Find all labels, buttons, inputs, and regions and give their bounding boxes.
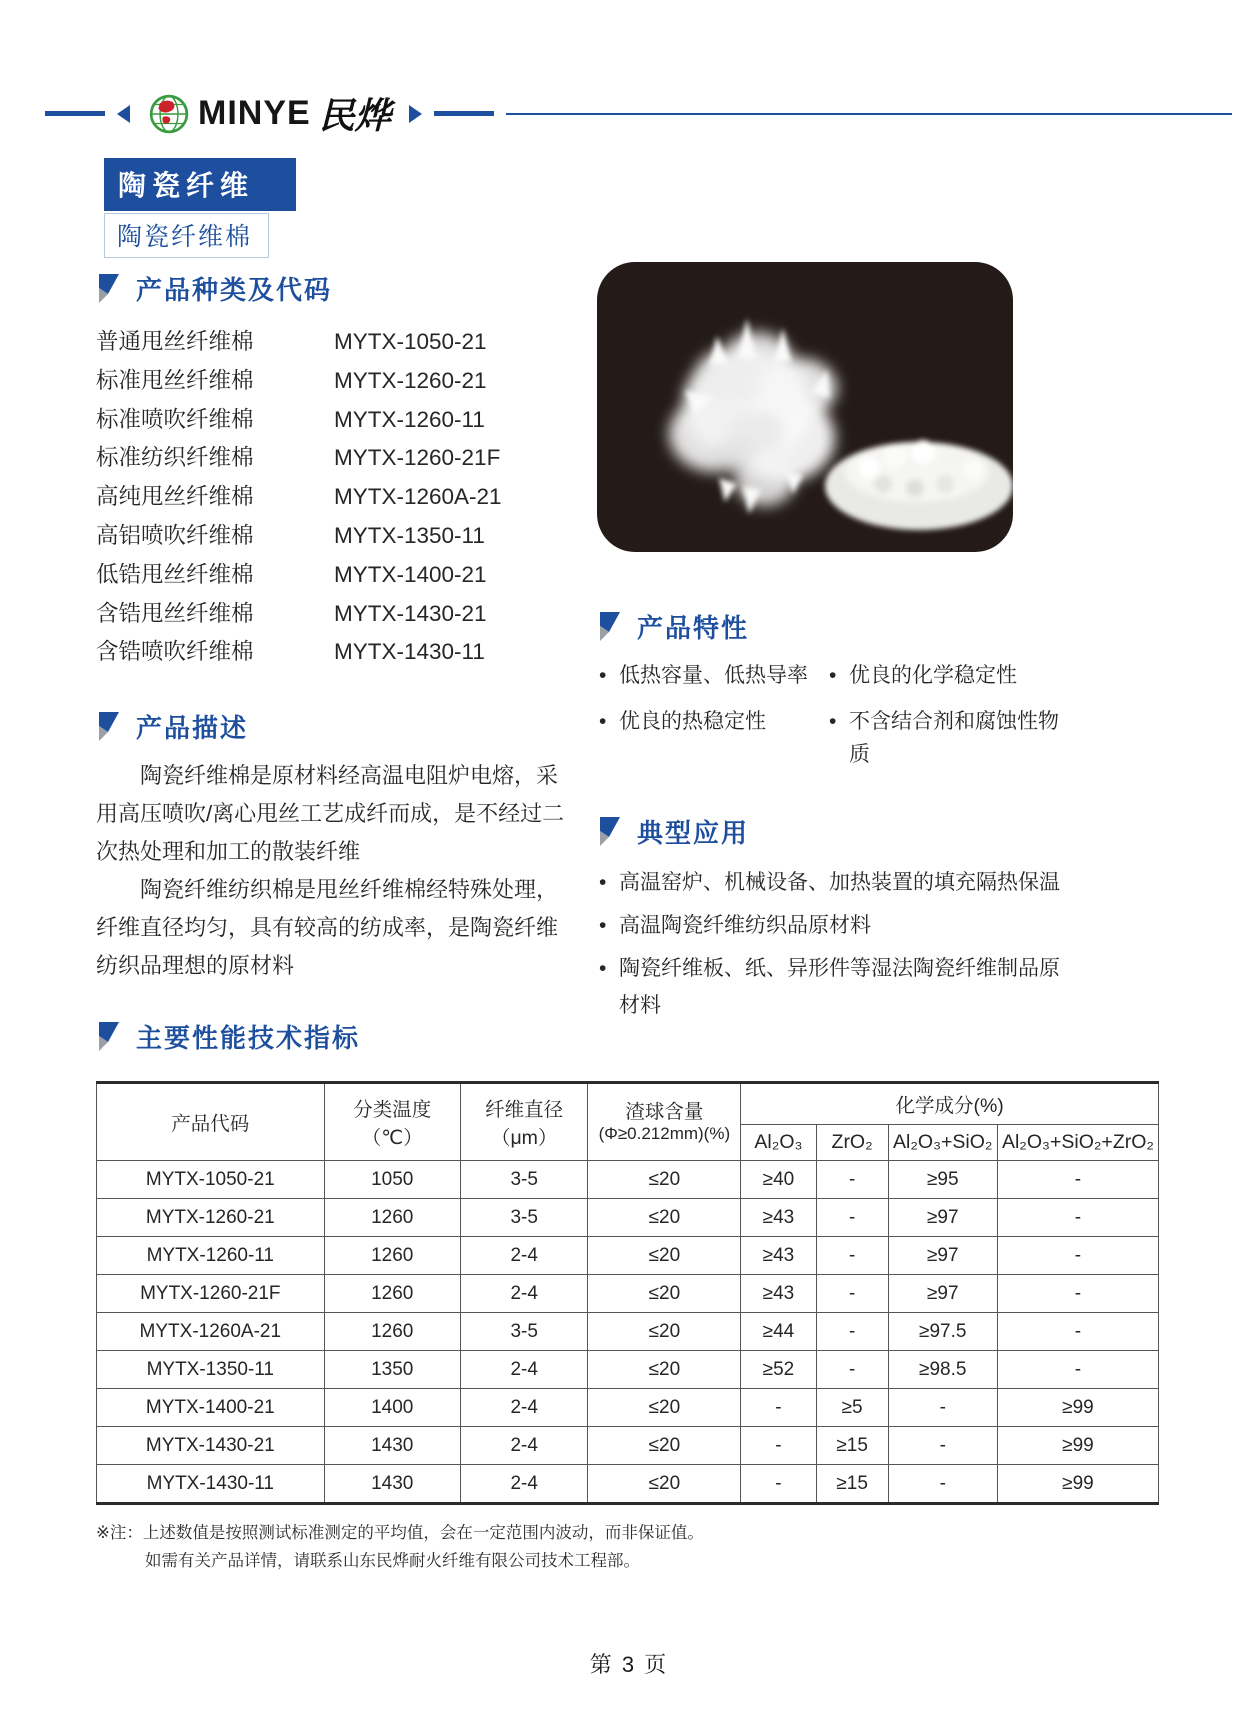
right-column	[597, 262, 1067, 1024]
description-section-head	[96, 708, 570, 745]
spec-cell: ≥97	[888, 1275, 997, 1313]
feature-item: • 优良的热稳定性	[597, 705, 827, 771]
chem-subcol: Al₂O₃	[741, 1125, 816, 1161]
spec-cell: 1430	[324, 1427, 460, 1465]
product-row	[96, 401, 570, 440]
product-name: 标准喷吹纤维棉	[96, 406, 254, 432]
feature-item: • 优良的化学稳定性	[827, 659, 1067, 692]
spec-cell: 2-4	[460, 1465, 588, 1504]
col-shot-line2: (Φ≥0.212mm)(%)	[598, 1124, 731, 1143]
chem-subcol: Al₂O₃+SiO₂	[888, 1125, 997, 1161]
spec-cell: 2-4	[460, 1427, 588, 1465]
product-code: MYTX-1430-21	[334, 600, 487, 626]
specs-section-title: 主要性能技术指标	[136, 1023, 361, 1053]
spec-cell: -	[997, 1351, 1158, 1389]
description-section	[96, 708, 570, 985]
brand-name-en: MINYE	[198, 94, 311, 132]
section-flag-icon	[96, 274, 120, 304]
specs-section	[96, 1018, 1159, 1575]
spec-cell: ≥43	[741, 1275, 816, 1313]
product-code: MYTX-1050-21	[334, 329, 487, 354]
col-shot-line1: 渣球含量	[625, 1101, 704, 1123]
chem-subcol: Al₂O₃+SiO₂+ZrO₂	[997, 1125, 1158, 1161]
spec-row	[97, 1389, 1159, 1427]
company-logo	[148, 88, 391, 139]
feature-item: • 低热容量、低热导率	[597, 659, 827, 692]
feature-item: • 不含结合剂和腐蚀性物质	[827, 705, 1067, 771]
spec-cell: MYTX-1350-11	[97, 1351, 325, 1389]
product-code: MYTX-1350-11	[334, 522, 485, 548]
spec-row	[97, 1199, 1159, 1237]
spec-cell: ≥99	[997, 1427, 1158, 1465]
spec-cell: ≥43	[741, 1199, 816, 1237]
product-name: 高铝喷吹纤维棉	[96, 522, 254, 548]
spec-cell: ≥15	[816, 1427, 888, 1465]
spec-cell: -	[888, 1389, 997, 1427]
spec-cell: ≥5	[816, 1389, 888, 1427]
header-rule-long	[506, 113, 1232, 115]
spec-cell: ≥52	[741, 1351, 816, 1389]
spec-cell: MYTX-1260-21	[97, 1199, 325, 1237]
spec-cell: ≥95	[888, 1161, 997, 1199]
spec-cell: MYTX-1050-21	[97, 1161, 325, 1199]
product-name: 含锆甩丝纤维棉	[96, 600, 254, 626]
spec-row	[97, 1237, 1159, 1275]
spec-cell: ≥97	[888, 1199, 997, 1237]
spec-cell: -	[816, 1275, 888, 1313]
spec-cell: 2-4	[460, 1237, 588, 1275]
spec-cell: -	[816, 1199, 888, 1237]
page-header	[45, 88, 1232, 139]
specs-table-body	[97, 1161, 1159, 1504]
page-title: 陶瓷纤维	[104, 158, 296, 211]
specs-table	[96, 1081, 1159, 1505]
spec-cell: 3-5	[460, 1199, 588, 1237]
application-item: • 高温窑炉、机械设备、加热装置的填充隔热保温	[597, 864, 1071, 901]
spec-cell: ≤20	[588, 1351, 741, 1389]
arrow-left-icon	[117, 105, 130, 123]
header-rule-left	[45, 111, 105, 116]
spec-cell: -	[816, 1161, 888, 1199]
spec-cell: 1260	[324, 1313, 460, 1351]
applications-section	[597, 813, 1067, 1024]
footnote-line1: ※注：上述数值是按照测试标准测定的平均值，会在一定范围内波动，而非保证值。	[96, 1524, 704, 1542]
spec-cell: ≤20	[588, 1199, 741, 1237]
specs-section-head	[96, 1018, 1159, 1055]
spec-cell: 1430	[324, 1465, 460, 1504]
applications-section-title: 典型应用	[637, 818, 750, 848]
spec-cell: ≥40	[741, 1161, 816, 1199]
spec-cell: ≥99	[997, 1389, 1158, 1427]
product-row	[96, 478, 570, 517]
description-section-title: 产品描述	[136, 713, 249, 744]
page-number: 第 3 页	[589, 1652, 669, 1677]
spec-cell: MYTX-1430-11	[97, 1465, 325, 1504]
spec-cell: MYTX-1430-21	[97, 1427, 325, 1465]
product-code: MYTX-1260A-21	[334, 484, 502, 510]
product-row	[96, 517, 570, 556]
spec-cell: -	[997, 1161, 1158, 1199]
col-chem-group: 化学成分(%)	[741, 1083, 1159, 1125]
col-shot-content	[588, 1083, 741, 1161]
products-section-head	[96, 270, 570, 307]
section-flag-icon	[96, 1022, 120, 1052]
product-code: MYTX-1260-21F	[334, 445, 501, 471]
spec-cell: MYTX-1260-11	[97, 1237, 325, 1275]
product-row	[96, 633, 570, 672]
spec-cell: 1400	[324, 1389, 460, 1427]
spec-cell: 2-4	[460, 1351, 588, 1389]
spec-cell: 2-4	[460, 1389, 588, 1427]
spec-cell: -	[997, 1275, 1158, 1313]
spec-cell: -	[997, 1199, 1158, 1237]
fiber-wool-photo	[597, 262, 1013, 552]
col-temp: 分类温度（℃）	[324, 1083, 460, 1161]
spec-cell: ≤20	[588, 1237, 741, 1275]
spec-cell: -	[816, 1351, 888, 1389]
section-flag-icon	[96, 712, 120, 742]
col-diameter: 纤维直径（μm）	[460, 1083, 588, 1161]
description-paragraph: 陶瓷纤维纺织棉是甩丝纤维棉经特殊处理，纤维直径均匀，具有较高的纺成率，是陶瓷纤维纺织品理想的原材料	[96, 877, 559, 979]
spec-cell: 1260	[324, 1199, 460, 1237]
brand-name-cn: 民烨	[318, 95, 391, 137]
product-name: 普通甩丝纤维棉	[96, 329, 254, 354]
spec-cell: -	[816, 1237, 888, 1275]
product-code: MYTX-1400-21	[334, 561, 487, 587]
section-flag-icon	[597, 612, 621, 642]
spec-cell: ≤20	[588, 1427, 741, 1465]
spec-cell: -	[816, 1313, 888, 1351]
chem-subcol: ZrO₂	[816, 1125, 888, 1161]
application-item: • 陶瓷纤维板、纸、异形件等湿法陶瓷纤维制品原材料	[597, 950, 1071, 1024]
product-code: MYTX-1430-11	[334, 639, 485, 665]
left-column	[96, 270, 570, 985]
description-body	[96, 757, 570, 985]
spec-cell: -	[741, 1427, 816, 1465]
product-row	[96, 323, 570, 362]
features-section-head	[597, 608, 1067, 645]
applications-list	[597, 864, 1067, 1024]
title-block	[104, 158, 296, 258]
spec-cell: MYTX-1400-21	[97, 1389, 325, 1427]
spec-cell: ≥99	[997, 1465, 1158, 1504]
spec-cell: ≤20	[588, 1465, 741, 1504]
spec-cell: ≥98.5	[888, 1351, 997, 1389]
product-code: MYTX-1260-21	[334, 367, 487, 393]
product-name: 含锆喷吹纤维棉	[96, 639, 254, 665]
header-rule-mid	[434, 111, 494, 116]
spec-cell: ≤20	[588, 1313, 741, 1351]
spec-cell: ≤20	[588, 1389, 741, 1427]
spec-cell: -	[741, 1465, 816, 1504]
spec-cell: -	[997, 1237, 1158, 1275]
spec-cell: ≤20	[588, 1275, 741, 1313]
globe-icon	[148, 93, 190, 135]
features-section	[597, 608, 1067, 771]
features-section-title: 产品特性	[637, 613, 750, 643]
spec-row	[97, 1465, 1159, 1504]
product-name: 标准甩丝纤维棉	[96, 367, 254, 393]
product-row	[96, 595, 570, 634]
spec-cell: MYTX-1260-21F	[97, 1275, 325, 1313]
spec-cell: MYTX-1260A-21	[97, 1313, 325, 1351]
applications-section-head	[597, 813, 1067, 850]
spec-cell: 3-5	[460, 1313, 588, 1351]
features-list	[597, 659, 1067, 771]
application-item: • 高温陶瓷纤维纺织品原材料	[597, 907, 1071, 944]
spec-cell: 1260	[324, 1275, 460, 1313]
spec-cell: ≥97	[888, 1237, 997, 1275]
col-product-code: 产品代码	[97, 1083, 325, 1161]
spec-row	[97, 1161, 1159, 1199]
spec-cell: -	[741, 1389, 816, 1427]
spec-cell: 1350	[324, 1351, 460, 1389]
product-code: MYTX-1260-11	[334, 406, 485, 432]
spec-cell: 1050	[324, 1161, 460, 1199]
spec-cell: ≥97.5	[888, 1313, 997, 1351]
product-row	[96, 556, 570, 595]
spec-cell: 2-4	[460, 1275, 588, 1313]
spec-cell: ≤20	[588, 1161, 741, 1199]
product-name: 标准纺织纤维棉	[96, 445, 254, 471]
spec-cell: 3-5	[460, 1161, 588, 1199]
spec-row	[97, 1427, 1159, 1465]
product-name: 低锆甩丝纤维棉	[96, 561, 254, 587]
spec-cell: ≥15	[816, 1465, 888, 1504]
description-paragraph: 陶瓷纤维棉是原材料经高温电阻炉电熔，采用高压喷吹/离心甩丝工艺成纤而成，是不经过二次热处理和加工的散装纤维	[96, 763, 565, 865]
spec-cell: 1260	[324, 1237, 460, 1275]
product-row	[96, 362, 570, 401]
spec-row	[97, 1351, 1159, 1389]
table-footnote	[96, 1519, 1159, 1575]
footnote-line2: 如需有关产品详情，请联系山东民烨耐火纤维有限公司技术工程部。	[145, 1552, 640, 1570]
spec-cell: ≥44	[741, 1313, 816, 1351]
page-subtitle: 陶瓷纤维棉	[104, 213, 269, 258]
spec-cell: ≥43	[741, 1237, 816, 1275]
spec-cell: -	[888, 1427, 997, 1465]
spec-cell: -	[888, 1465, 997, 1504]
spec-row	[97, 1313, 1159, 1351]
spec-row	[97, 1275, 1159, 1313]
section-flag-icon	[597, 817, 621, 847]
product-name: 高纯甩丝纤维棉	[96, 484, 254, 510]
arrow-right-icon	[409, 105, 422, 123]
product-row	[96, 439, 570, 478]
spec-cell: -	[997, 1313, 1158, 1351]
products-section-title: 产品种类及代码	[136, 275, 333, 305]
product-list	[96, 323, 570, 672]
